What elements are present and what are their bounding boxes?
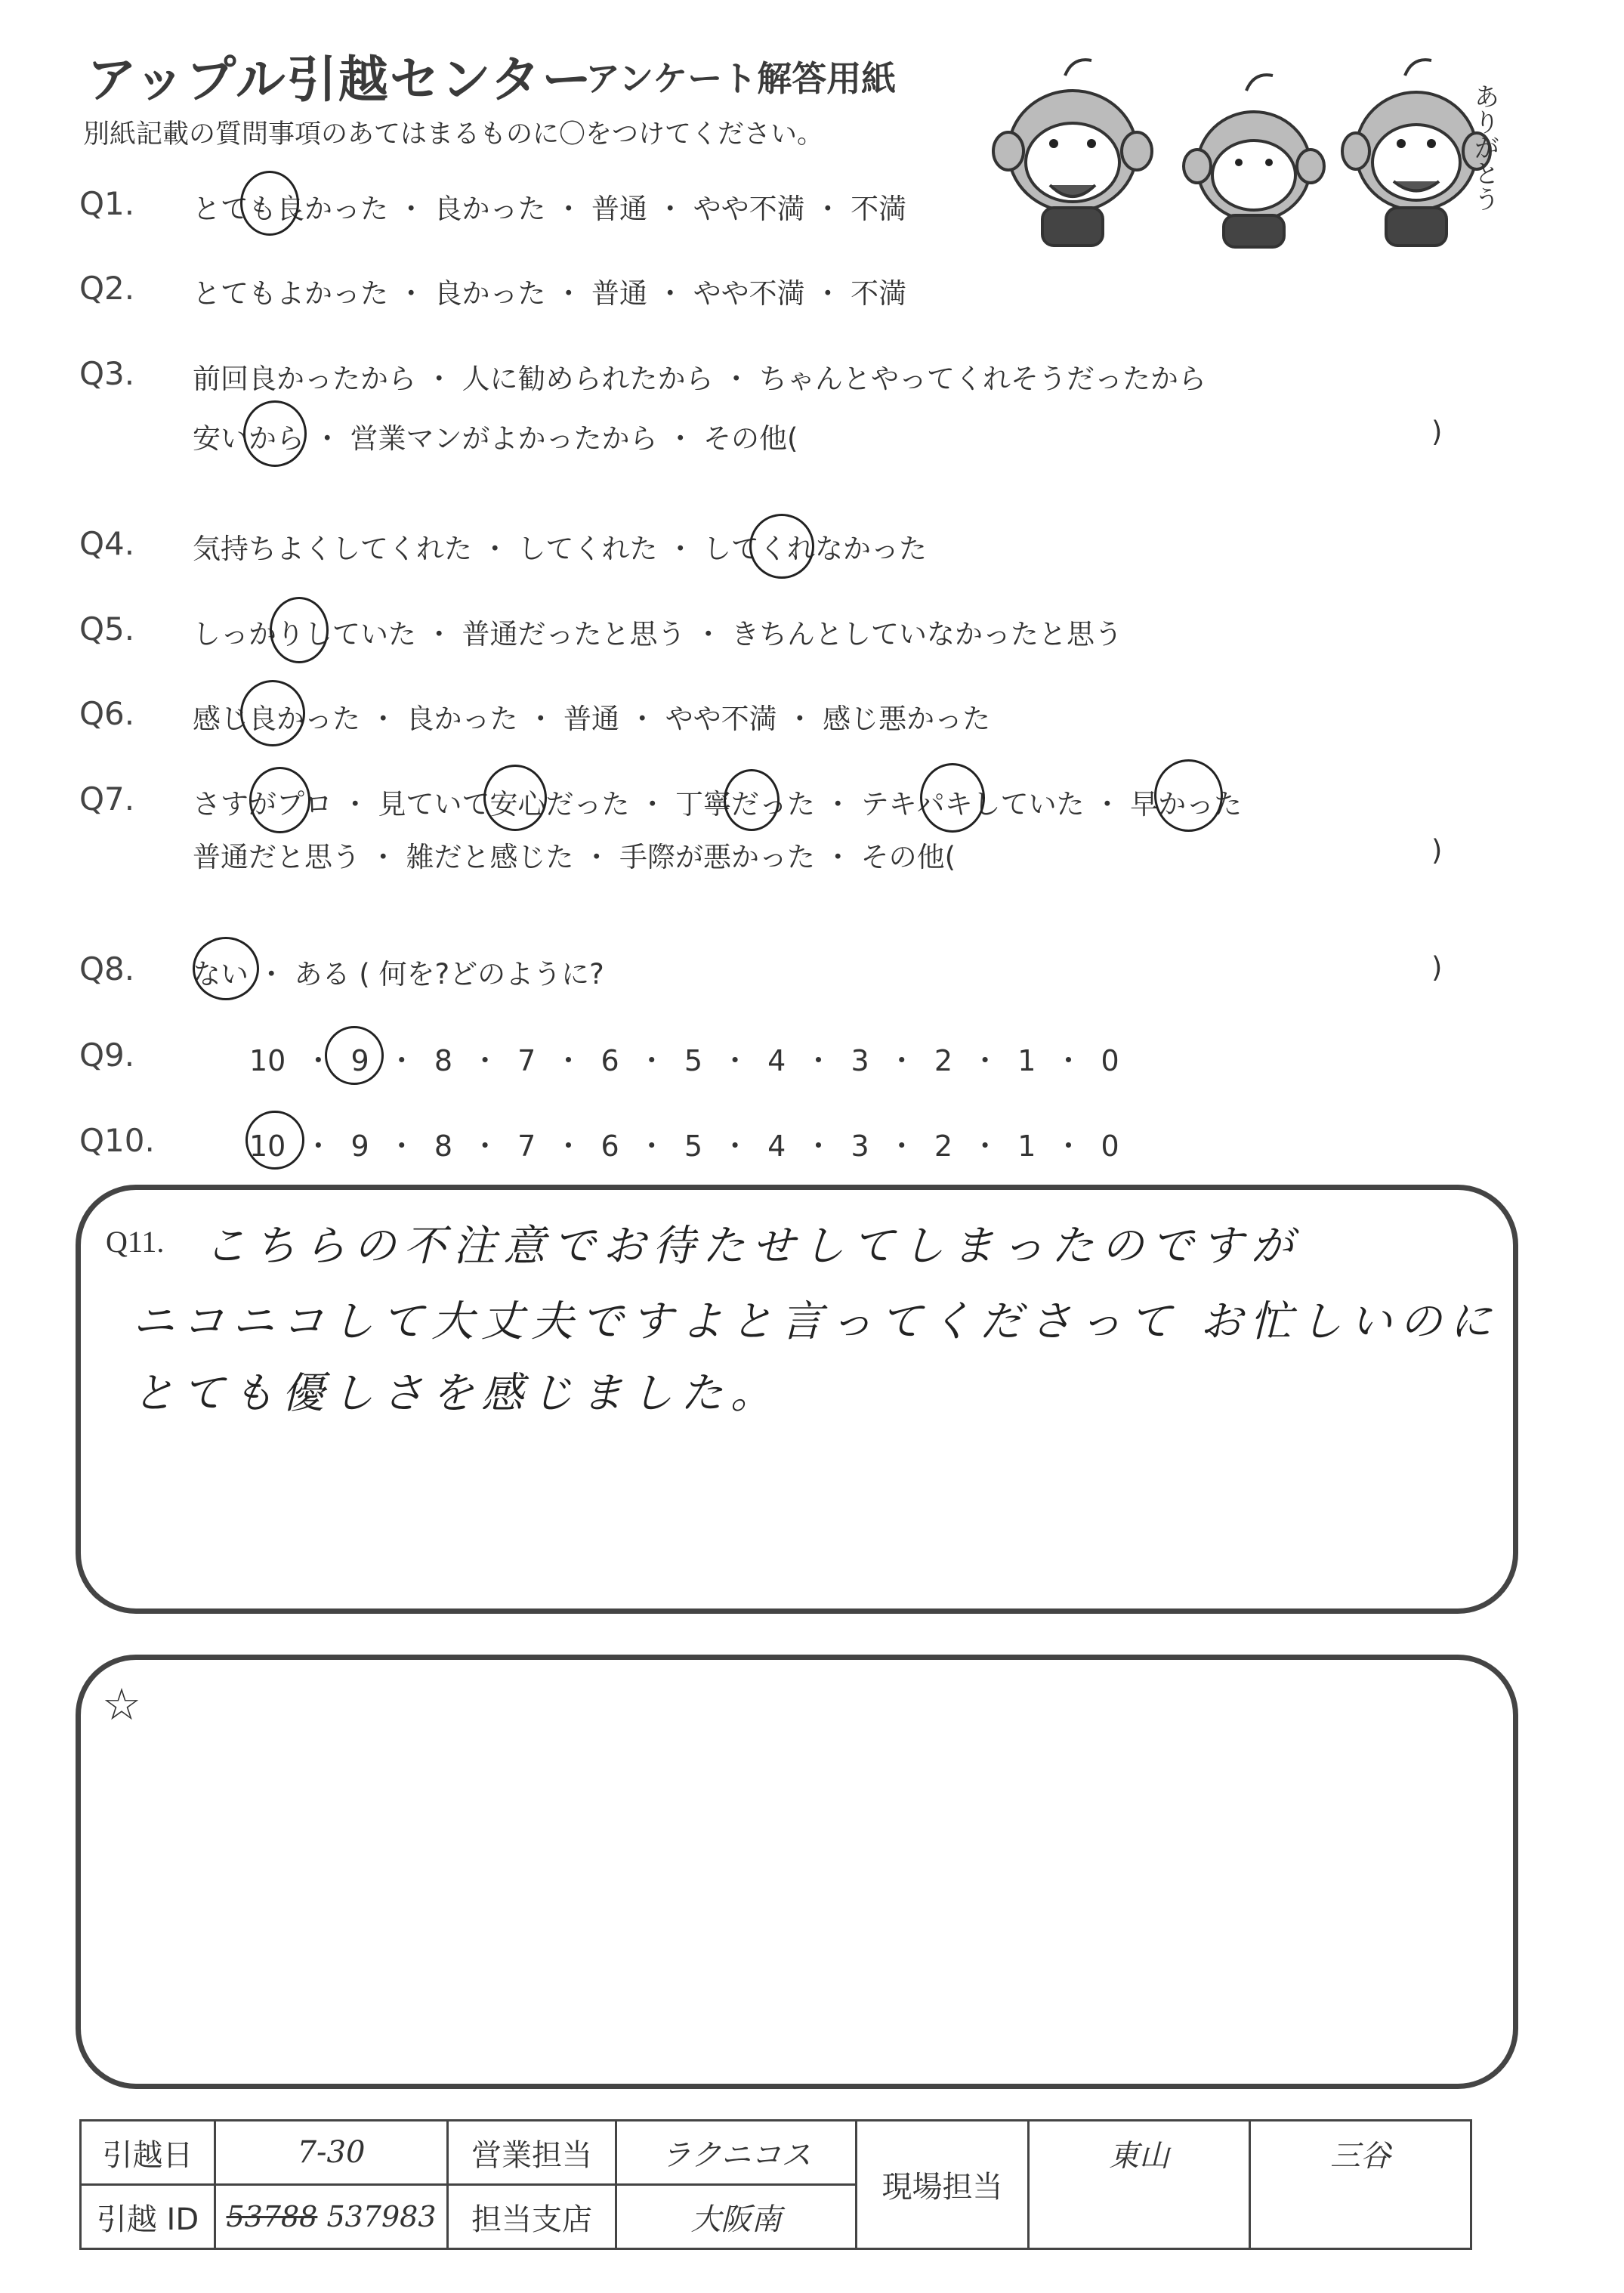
q9-options: 10 ・ 9 ・ 8 ・ 7 ・ 6 ・ 5 ・ 4 ・ 3 ・ 2 ・ 1 ・ 0 — [249, 1044, 1119, 1077]
q7-close-paren: ) — [1431, 834, 1443, 867]
q5-label: Q5. — [79, 610, 135, 647]
q10-options: 10 ・ 9 ・ 8 ・ 7 ・ 6 ・ 5 ・ 4 ・ 3 ・ 2 ・ 1 ・ 0 — [249, 1130, 1119, 1163]
q6-label: Q6. — [79, 695, 135, 732]
q11-handwritten-line1: こちらの不注意でお待たせしてしまったのですが — [204, 1222, 1301, 1271]
q6-answer-circle — [240, 680, 305, 746]
q7-circle-pro — [249, 767, 310, 833]
move-id-struck: 53788 — [226, 2200, 318, 2233]
mascot-illustration — [982, 45, 1511, 249]
star-icon: ☆ — [102, 1679, 141, 1730]
q1-label: Q1. — [79, 185, 135, 222]
q8-label: Q8. — [79, 950, 135, 987]
q11-handwritten-line2: ニコニコして大丈夫ですよと言ってくださって お忙しいのに — [132, 1297, 1499, 1346]
q10-answer-circle — [245, 1111, 304, 1170]
q4-options: 気持ちよくしてくれた ・ してくれた ・ してくれなかった — [193, 533, 928, 565]
q8-options: ない ・ ある ( 何を?どのように? — [193, 958, 604, 990]
q7-circle-anshin — [483, 765, 547, 831]
instruction-text: 別紙記載の質問事項のあてはまるものに〇をつけてください。 — [83, 119, 824, 150]
q8-answer-circle — [193, 937, 259, 1000]
q7-options-line2: 普通だと思う ・ 雑だと感じた ・ 手際が悪かった ・ その他( — [193, 841, 956, 873]
q3-label: Q3. — [79, 355, 135, 392]
q9-label: Q9. — [79, 1037, 135, 1074]
q10-label: Q10. — [79, 1122, 155, 1159]
branch-label: 担当支店 — [448, 2185, 616, 2249]
sales-label: 営業担当 — [448, 2121, 616, 2185]
info-table — [79, 2119, 1472, 2250]
sales-value: ラクニコス — [616, 2121, 857, 2185]
q11-label: Q11. — [106, 1225, 165, 1259]
q9-answer-circle — [325, 1026, 384, 1085]
move-date-label: 引越日 — [81, 2121, 215, 2185]
q1-answer-circle — [240, 171, 299, 236]
comment-box — [76, 1655, 1518, 2089]
move-date-value: 7-30 — [215, 2121, 448, 2185]
move-id-value — [215, 2185, 448, 2249]
q3-options-line1: 前回良かったから ・ 人に勧められたから ・ ちゃんとやってくれそうだったから — [193, 363, 1207, 395]
q7-options-line1: さすがプロ ・ 見ていて安心だった ・ 丁寧だった ・ テキパキしていた ・ 早かった — [193, 788, 1243, 820]
site-staff-label: 現場担当 — [857, 2121, 1029, 2249]
q1-options: とても良かった ・ 良かった ・ 普通 ・ やや不満 ・ 不満 — [193, 193, 907, 225]
q4-label: Q4. — [79, 525, 135, 562]
move-id-corrected: 537983 — [326, 2200, 437, 2233]
q6-options: 感じ良かった ・ 良かった ・ 普通 ・ やや不満 ・ 感じ悪かった — [193, 703, 991, 735]
q3-answer-circle — [243, 400, 307, 467]
q7-circle-tekipaki — [920, 763, 985, 833]
q7-circle-teinei — [724, 769, 780, 831]
q5-options: しっかりしていた ・ 普通だったと思う ・ きちんとしていなかったと思う — [193, 618, 1123, 651]
site-staff-2: 三谷 — [1250, 2121, 1471, 2249]
branch-value: 大阪南 — [616, 2185, 857, 2249]
form-title: アンケート解答用紙 — [585, 58, 897, 99]
site-staff-1: 東山 — [1029, 2121, 1250, 2249]
mascot-thanks-text: ありがとう — [1469, 83, 1499, 212]
q3-close-paren: ) — [1431, 416, 1443, 448]
q2-options: とてもよかった ・ 良かった ・ 普通 ・ やや不満 ・ 不満 — [193, 277, 907, 310]
q5-answer-circle — [270, 597, 329, 663]
move-id-label: 引越 ID — [81, 2185, 215, 2249]
q2-label: Q2. — [79, 270, 135, 307]
q11-handwritten-line3: とても優しさを感じました。 — [132, 1369, 780, 1418]
q3-options-line2: 安いから ・ 営業マンがよかったから ・ その他( — [193, 422, 798, 455]
q8-close-paren: ) — [1431, 951, 1443, 984]
q7-label: Q7. — [79, 780, 135, 817]
q7-circle-hayai — [1154, 759, 1223, 832]
q4-answer-circle — [749, 514, 814, 579]
company-name: アップル引越センター — [87, 51, 594, 109]
